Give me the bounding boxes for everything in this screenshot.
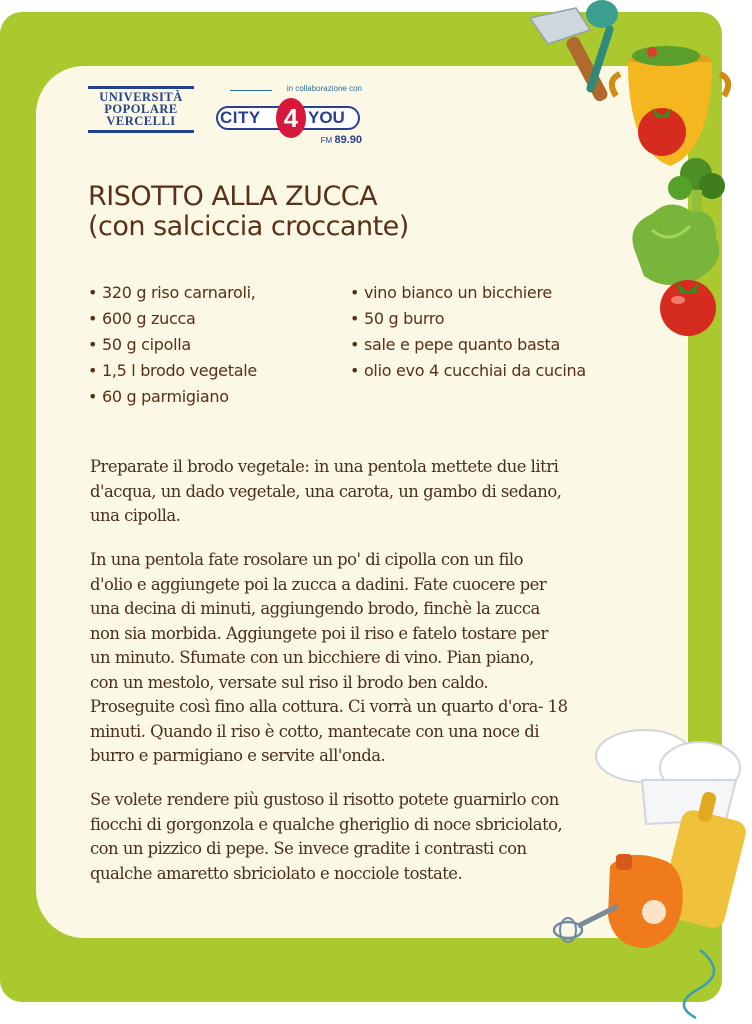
instructions-paragraph-2: In una pentola fate rosolare un po' di cipolla con un filo d'olio e aggiungete poi la zucca a dadini. Fate cuocere per una decina di minuti, aggiungendo brodo, finchè la zucca non sia morbida. Aggiungete poi il riso e fatelo tostare per un minuto. Sfumate con un bicchiere di vino. Pian piano, con un mestolo, versate sul riso il brodo ben caldo. Proseguite così fino alla cottura. Ci vorrà un quarto d'ora- 18 minuti. Quando il riso è cotto, mantecate con una noce di burro e parmigiano e servite all'onda. [90, 550, 568, 765]
whisk-icon [554, 906, 618, 942]
radio-you-text: YOU [308, 108, 345, 127]
radio-frequency: FM 89.90 [320, 134, 362, 146]
university-logo [88, 86, 194, 142]
ingredient-item: • 600 g zucca [88, 306, 338, 332]
mixer-cord [684, 950, 714, 1018]
hand-mixer-icon [608, 854, 683, 948]
kitchen-illustration-top [520, 0, 752, 360]
ingredient-item: • 1,5 l brodo vegetale [88, 358, 338, 384]
instructions-paragraph-1: Preparate il brodo vegetale: in una pentola mettete due litri d'acqua, un dado vegetale, una carota, un gambo di sedano, una cipolla. [90, 457, 562, 525]
tomato-icon [638, 108, 686, 156]
ingredient-item: • 60 g parmigiano [88, 384, 338, 410]
kitchen-illustration-bottom [550, 716, 752, 1024]
ingredient-item: • sale e pepe quanto basta [350, 332, 640, 358]
ingredient-item: • 320 g riso carnaroli, [88, 280, 338, 306]
collaboration-label: in collaborazione con [222, 84, 362, 96]
chef-hat-icon [596, 730, 740, 824]
ingredient-item: • vino bianco un bicchiere [350, 280, 640, 306]
ingredients-list-left [88, 280, 338, 410]
radio-city-text: CITY [220, 108, 261, 127]
broccoli-icon [668, 158, 725, 212]
university-line-3: VERCELLI [106, 114, 176, 128]
radio-four-badge: 4 [276, 98, 306, 138]
university-line-2: POPOLARE [104, 102, 178, 116]
radio-logo [216, 98, 362, 146]
ingredient-item: • olio evo 4 cucchiai da cucina [350, 358, 640, 384]
ingredient-item: • 50 g cipolla [88, 332, 338, 358]
recipe-title-line-2: (con salciccia croccante) [88, 211, 409, 242]
recipe-title-line-1: RISOTTO ALLA ZUCCA [88, 181, 378, 212]
university-line-1: UNIVERSITÀ [99, 90, 183, 104]
instructions-paragraph-3: Se volete rendere più gustoso il risotto potete guarnirlo con fiocchi di gorgonzola e qualche gheriglio di noce sbriciolato, con un pizzico di pepe. Se invece gradite i contrasti con qualche amaretto sbriciolato e nocciole tostate. [90, 790, 563, 883]
tomato-icon [660, 280, 716, 336]
ingredient-item: • 50 g burro [350, 306, 640, 332]
recipe-title [88, 182, 588, 242]
lettuce-icon [632, 204, 719, 285]
